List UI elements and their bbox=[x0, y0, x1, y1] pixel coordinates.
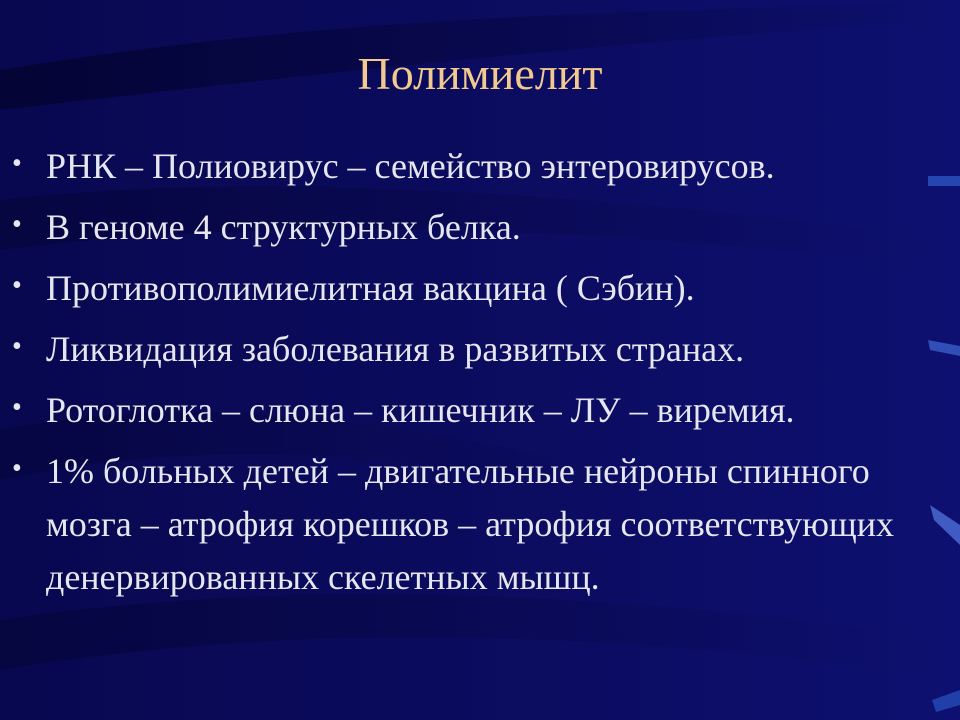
list-item bbox=[0, 140, 960, 193]
bullet-text: Ротоглотка – слюна – кишечник – ЛУ – виремия. bbox=[46, 390, 795, 430]
bullet-dot-icon: • bbox=[12, 148, 22, 179]
list-item bbox=[0, 384, 960, 437]
list-item bbox=[0, 445, 960, 604]
bullet-dot-icon: • bbox=[12, 209, 22, 240]
bullet-dot-icon: • bbox=[12, 331, 22, 362]
list-item bbox=[0, 323, 960, 376]
bullet-dot-icon: • bbox=[12, 392, 22, 423]
bullet-text: Противополимиелитная вакцина ( Сэбин). bbox=[46, 268, 695, 308]
bullet-list bbox=[0, 140, 960, 612]
list-item bbox=[0, 262, 960, 315]
bullet-text: РНК – Полиовирус – семейство энтеровирусов. bbox=[46, 146, 775, 186]
bullet-text: 1% больных детей – двигательные нейроны спинного мозга – атрофия корешков – атрофия соответствующих денервированных скелетных мышц. bbox=[46, 451, 895, 597]
bullet-text: Ликвидация заболевания в развитых странах. bbox=[46, 329, 745, 369]
bullet-dot-icon: • bbox=[12, 453, 22, 484]
bullet-dot-icon: • bbox=[12, 270, 22, 301]
slide-title: Полимиелит bbox=[357, 48, 603, 99]
list-item bbox=[0, 201, 960, 254]
bullet-text: В геноме 4 структурных белка. bbox=[46, 207, 521, 247]
